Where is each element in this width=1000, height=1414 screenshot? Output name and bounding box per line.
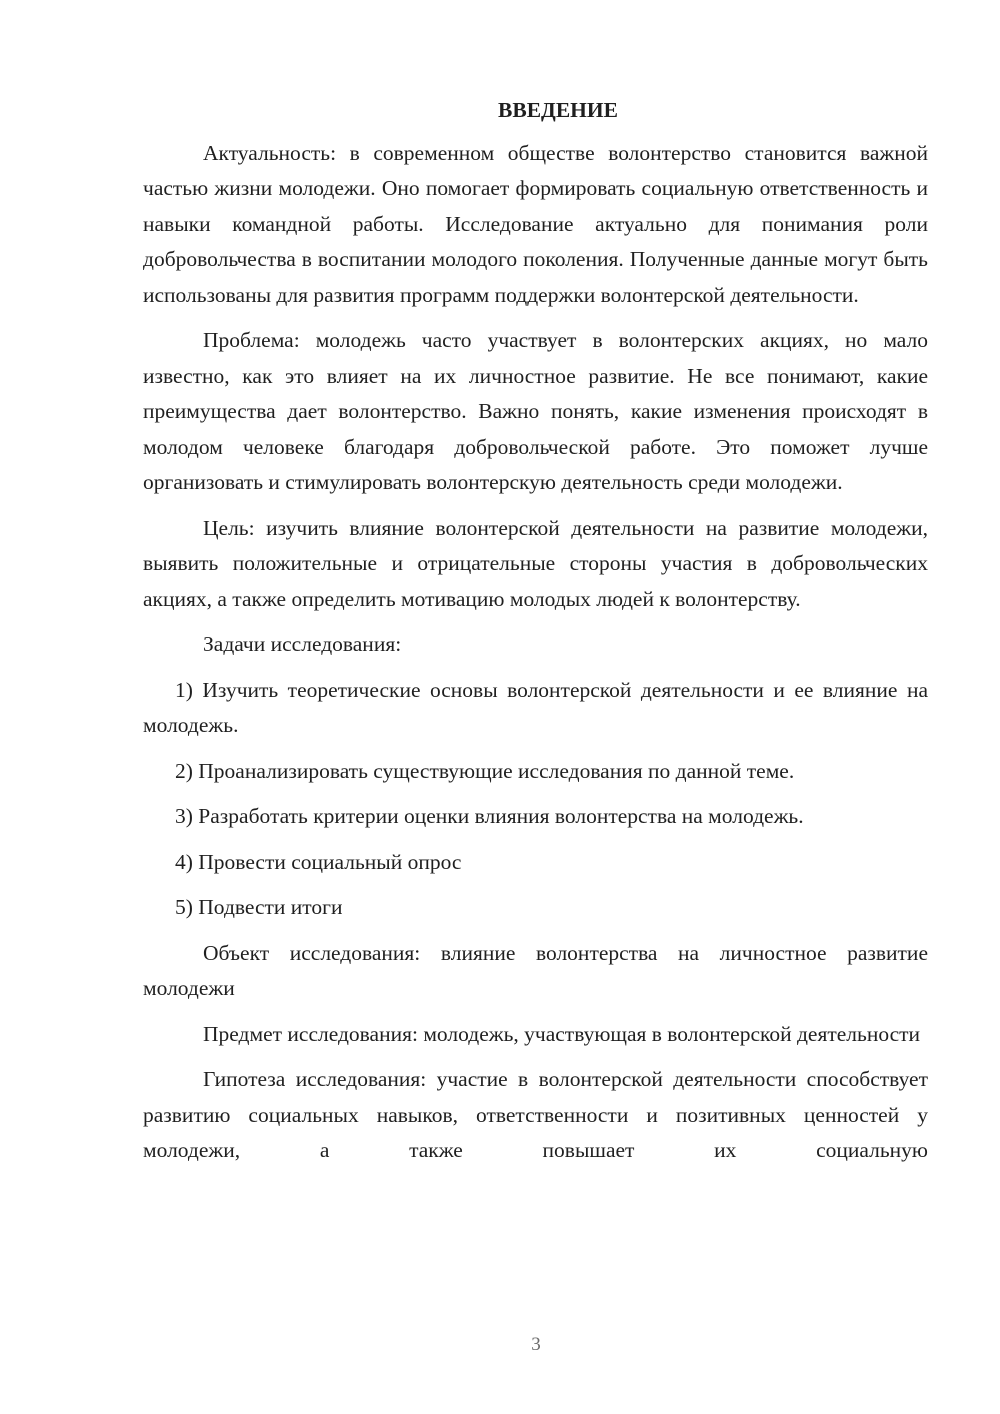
relevance-paragraph: Актуальность: в современном обществе волонтерство становится важной частью жизни молодежи. Оно помогает формировать социальную ответственность и навыки командной работы. Исследование актуально для понимания роли добровольчества в воспитании молодого поколения. Полученные данные могут быть использованы для развития программ поддержки волонтерской деятельности. <box>143 140 928 307</box>
subject-paragraph: Предмет исследования: молодежь, участвующая в волонтерской деятельности <box>203 1021 921 1046</box>
hypothesis-paragraph: Гипотеза исследования: участие в волонтерской деятельности способствует развитию социальных навыков, ответственности и позитивных ценностей у молодежи, а также повышает их социальную <box>143 1067 928 1162</box>
goal-paragraph: Цель: изучить влияние волонтерской деятельности на развитие молодежи, выявить положительные и отрицательные стороны участия в добровольческих акциях, а также определить мотивацию молодых людей к волонтерству. <box>143 515 928 611</box>
tasks-heading: Задачи исследования: <box>203 632 402 656</box>
section-title: ВВЕДЕНИЕ <box>498 98 618 122</box>
task-item-5: 5) Подвести итоги <box>175 895 343 919</box>
object-paragraph: Объект исследования: влияние волонтерства на личностное развитие молодежи <box>143 940 928 1000</box>
page-content <box>143 93 928 1169</box>
task-item-3: 3) Разработать критерии оценки влияния волонтерства на молодежь. <box>175 804 804 828</box>
task-item-4: 4) Провести социальный опрос <box>175 849 462 874</box>
task-item-2: 2) Проанализировать существующие исследования по данной теме. <box>175 758 795 783</box>
problem-paragraph: Проблема: молодежь часто участвует в волонтерских акциях, но мало известно, как это влияет на их личностное развитие. Не все понимают, какие преимущества дает волонтерство. Важно понять, какие изменения происходят в молодом человеке благодаря добровольческой работе. Это поможет лучше организовать и стимулировать волонтерскую деятельность среди молодежи. <box>143 328 928 494</box>
page-number: 3 <box>531 1334 541 1355</box>
task-item-1: 1) Изучить теоретические основы волонтерской деятельности и ее влияние на молодежь. <box>143 677 928 737</box>
